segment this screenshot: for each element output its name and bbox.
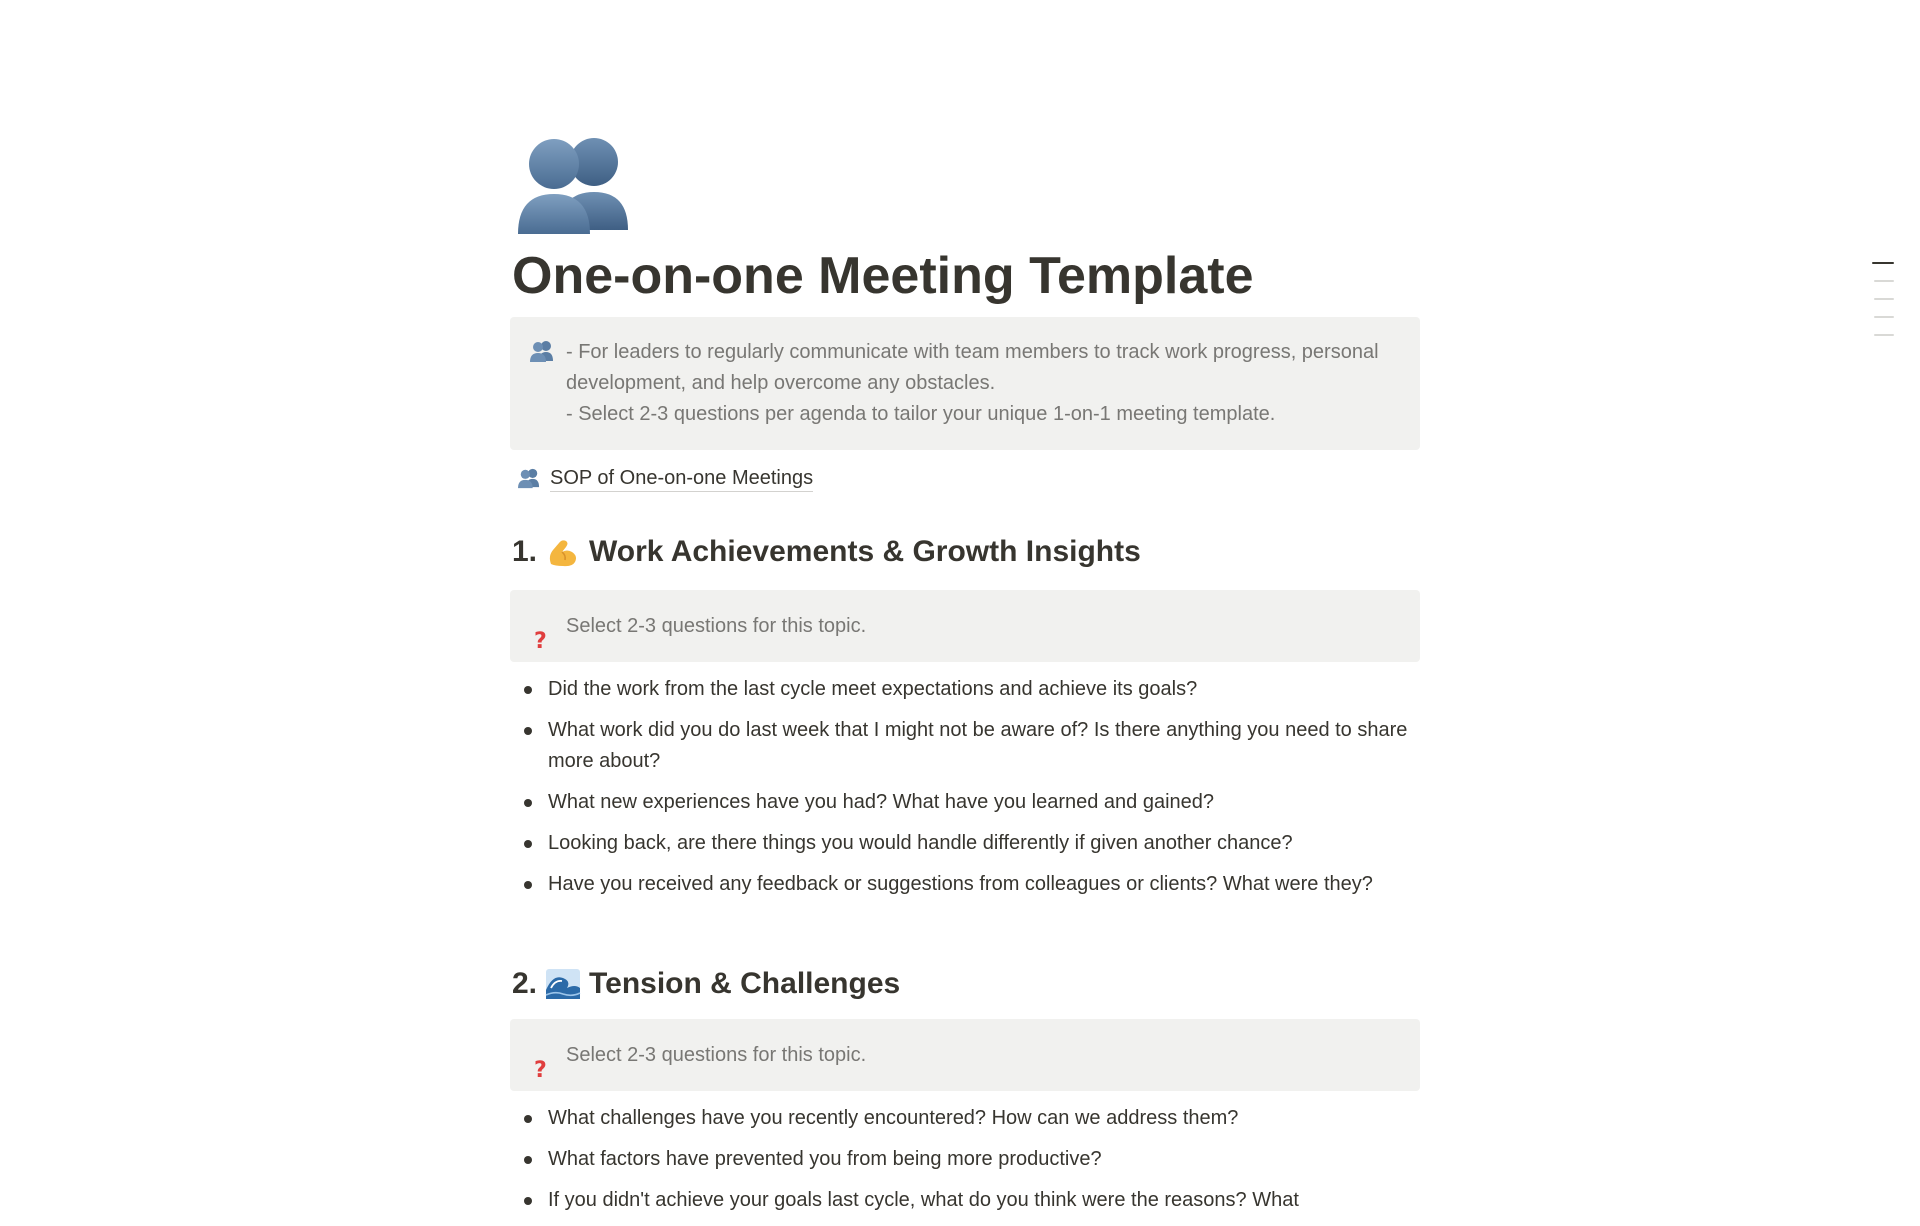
toc-item[interactable] bbox=[1874, 316, 1894, 318]
busts-in-silhouette-icon bbox=[516, 467, 542, 489]
page-title[interactable]: One-on-one Meeting Template bbox=[512, 247, 1254, 305]
section-heading-work-achievements[interactable] bbox=[512, 532, 1141, 572]
intro-callout bbox=[510, 317, 1420, 450]
busts-in-silhouette-icon[interactable] bbox=[510, 130, 640, 240]
section-title: Work Achievements & Growth Insights bbox=[589, 535, 1141, 568]
list-item[interactable]: What work did you do last week that I might not be aware of? Is there anything you need to share more about? bbox=[510, 715, 1420, 777]
section-number: 1. bbox=[512, 535, 538, 568]
list-item[interactable]: Did the work from the last cycle meet expectations and achieve its goals? bbox=[510, 674, 1420, 705]
sop-page-link-label[interactable]: SOP of One-on-one Meetings bbox=[550, 465, 813, 492]
topic-callout bbox=[510, 1019, 1420, 1091]
water-wave-icon bbox=[545, 966, 581, 1002]
list-item[interactable]: Looking back, are there things you would handle differently if given another chance? bbox=[510, 828, 1420, 859]
toc-item[interactable] bbox=[1874, 298, 1894, 300]
list-item[interactable]: What challenges have you recently encountered? How can we address them? bbox=[510, 1103, 1420, 1134]
toc-item[interactable] bbox=[1872, 262, 1894, 264]
section-title: Tension & Challenges bbox=[589, 967, 901, 1000]
section-number: 2. bbox=[512, 967, 538, 1000]
table-of-contents-rail[interactable] bbox=[1870, 262, 1894, 352]
flexed-biceps-icon bbox=[545, 534, 581, 570]
topic-callout-text: Select 2-3 questions for this topic. bbox=[566, 1044, 867, 1066]
list-item[interactable]: Have you received any feedback or suggestions from colleagues or clients? What were they? bbox=[510, 869, 1420, 900]
toc-item[interactable] bbox=[1874, 280, 1894, 282]
list-item[interactable]: What factors have prevented you from being more productive? bbox=[510, 1144, 1420, 1175]
busts-in-silhouette-icon bbox=[528, 339, 556, 367]
intro-callout-line-2: - Select 2-3 questions per agenda to tailor your unique 1-on-1 meeting template. bbox=[566, 403, 1276, 425]
svg-text:?: ? bbox=[534, 629, 547, 654]
list-item[interactable]: What new experiences have you had? What have you learned and gained? bbox=[510, 787, 1420, 818]
toc-item[interactable] bbox=[1874, 334, 1894, 336]
red-question-mark-icon bbox=[528, 1041, 556, 1083]
red-question-mark-icon bbox=[528, 612, 556, 654]
list-item[interactable]: If you didn't achieve your goals last cycle, what do you think were the reasons? What bbox=[510, 1185, 1420, 1216]
topic-callout-text: Select 2-3 questions for this topic. bbox=[566, 615, 867, 637]
question-list bbox=[510, 1103, 1420, 1226]
section-heading-tension-challenges[interactable] bbox=[512, 964, 900, 1004]
question-list bbox=[510, 674, 1420, 910]
sop-page-link[interactable] bbox=[516, 462, 813, 494]
svg-text:?: ? bbox=[534, 1058, 547, 1083]
topic-callout bbox=[510, 590, 1420, 662]
intro-callout-line-1: - For leaders to regularly communicate with team members to track work progress, personal development, and help overcome any obstacles. bbox=[566, 341, 1379, 394]
